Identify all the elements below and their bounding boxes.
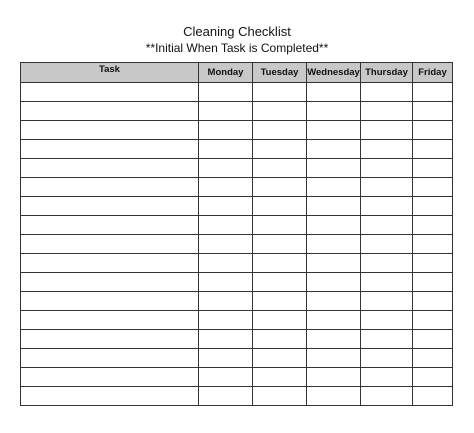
cell-friday[interactable] [413,292,453,311]
cell-task[interactable] [21,311,199,330]
cell-thursday[interactable] [361,197,413,216]
table-row [21,216,453,235]
cell-thursday[interactable] [361,254,413,273]
cell-tuesday[interactable] [253,349,307,368]
cell-friday[interactable] [413,387,453,406]
table-row [21,254,453,273]
cell-wednesday[interactable] [307,140,361,159]
cell-wednesday[interactable] [307,83,361,102]
cell-thursday[interactable] [361,273,413,292]
cell-thursday[interactable] [361,311,413,330]
cell-monday[interactable] [199,254,253,273]
cell-thursday[interactable] [361,235,413,254]
cell-thursday[interactable] [361,102,413,121]
cell-tuesday[interactable] [253,159,307,178]
cell-monday[interactable] [199,368,253,387]
cell-friday[interactable] [413,235,453,254]
column-header-thursday: Thursday [361,63,413,83]
table-header [21,63,453,83]
cell-thursday[interactable] [361,387,413,406]
cell-tuesday[interactable] [253,273,307,292]
cell-tuesday[interactable] [253,197,307,216]
cell-friday[interactable] [413,368,453,387]
cell-monday[interactable] [199,140,253,159]
cell-task[interactable] [21,349,199,368]
cell-monday[interactable] [199,159,253,178]
column-header-monday: Monday [199,63,253,83]
cell-tuesday[interactable] [253,292,307,311]
cell-thursday[interactable] [361,292,413,311]
cell-monday[interactable] [199,349,253,368]
table-row [21,368,453,387]
table-row [21,273,453,292]
cell-monday[interactable] [199,216,253,235]
cell-tuesday[interactable] [253,235,307,254]
cell-tuesday[interactable] [253,330,307,349]
table-row [21,311,453,330]
cell-wednesday[interactable] [307,292,361,311]
cell-thursday[interactable] [361,140,413,159]
cell-monday[interactable] [199,83,253,102]
cell-wednesday[interactable] [307,311,361,330]
cell-tuesday[interactable] [253,368,307,387]
cell-task[interactable] [21,235,199,254]
cell-tuesday[interactable] [253,178,307,197]
cell-tuesday[interactable] [253,102,307,121]
cell-friday[interactable] [413,330,453,349]
cell-thursday[interactable] [361,178,413,197]
cell-wednesday[interactable] [307,330,361,349]
table-row [21,235,453,254]
page-title: Cleaning Checklist [183,24,291,39]
cell-task[interactable] [21,178,199,197]
cell-monday[interactable] [199,121,253,140]
cell-friday[interactable] [413,178,453,197]
cell-thursday[interactable] [361,83,413,102]
cell-wednesday[interactable] [307,349,361,368]
cell-friday[interactable] [413,197,453,216]
cell-task[interactable] [21,121,199,140]
cell-friday[interactable] [413,102,453,121]
cell-wednesday[interactable] [307,273,361,292]
cell-wednesday[interactable] [307,159,361,178]
cell-task[interactable] [21,216,199,235]
cell-wednesday[interactable] [307,368,361,387]
cell-monday[interactable] [199,311,253,330]
page-subtitle: **Initial When Task is Completed** [145,41,329,55]
cell-tuesday[interactable] [253,254,307,273]
cell-thursday[interactable] [361,330,413,349]
cell-task[interactable] [21,159,199,178]
table-row [21,178,453,197]
cell-tuesday[interactable] [253,387,307,406]
cell-task[interactable] [21,387,199,406]
table-body [21,83,453,406]
cell-tuesday[interactable] [253,83,307,102]
cell-monday[interactable] [199,178,253,197]
column-header-friday: Friday [413,63,453,83]
cell-tuesday[interactable] [253,121,307,140]
column-header-wednesday: Wednesday [307,63,361,83]
table-row [21,197,453,216]
cell-friday[interactable] [413,140,453,159]
cell-wednesday[interactable] [307,121,361,140]
table-row [21,83,453,102]
cell-monday[interactable] [199,330,253,349]
cell-monday[interactable] [199,387,253,406]
cell-monday[interactable] [199,273,253,292]
table-row [21,140,453,159]
header-row [21,63,453,83]
table-row [21,121,453,140]
cell-friday[interactable] [413,121,453,140]
cell-thursday[interactable] [361,159,413,178]
cell-friday[interactable] [413,159,453,178]
column-header-task: Task [21,63,199,83]
cell-thursday[interactable] [361,216,413,235]
cell-task[interactable] [21,292,199,311]
table-row [21,349,453,368]
table-row [21,387,453,406]
cell-task[interactable] [21,330,199,349]
checklist-table [20,62,453,406]
cell-tuesday[interactable] [253,216,307,235]
cell-tuesday[interactable] [253,140,307,159]
cell-friday[interactable] [413,216,453,235]
table-row [21,292,453,311]
cell-wednesday[interactable] [307,197,361,216]
cell-task[interactable] [21,140,199,159]
cell-wednesday[interactable] [307,216,361,235]
table-row [21,330,453,349]
cell-task[interactable] [21,273,199,292]
cell-friday[interactable] [413,254,453,273]
cell-wednesday[interactable] [307,387,361,406]
cell-task[interactable] [21,254,199,273]
cell-thursday[interactable] [361,121,413,140]
cell-tuesday[interactable] [253,311,307,330]
table-row [21,159,453,178]
cell-task[interactable] [21,197,199,216]
cell-wednesday[interactable] [307,178,361,197]
cell-friday[interactable] [413,311,453,330]
cell-thursday[interactable] [361,349,413,368]
cell-thursday[interactable] [361,368,413,387]
cell-task[interactable] [21,83,199,102]
cell-wednesday[interactable] [307,235,361,254]
cell-friday[interactable] [413,83,453,102]
cell-monday[interactable] [199,102,253,121]
cell-monday[interactable] [199,235,253,254]
cell-wednesday[interactable] [307,254,361,273]
table-row [21,102,453,121]
cell-monday[interactable] [199,292,253,311]
column-header-tuesday: Tuesday [253,63,307,83]
cell-wednesday[interactable] [307,102,361,121]
cell-friday[interactable] [413,349,453,368]
cell-task[interactable] [21,102,199,121]
cell-task[interactable] [21,368,199,387]
cell-friday[interactable] [413,273,453,292]
cell-monday[interactable] [199,197,253,216]
